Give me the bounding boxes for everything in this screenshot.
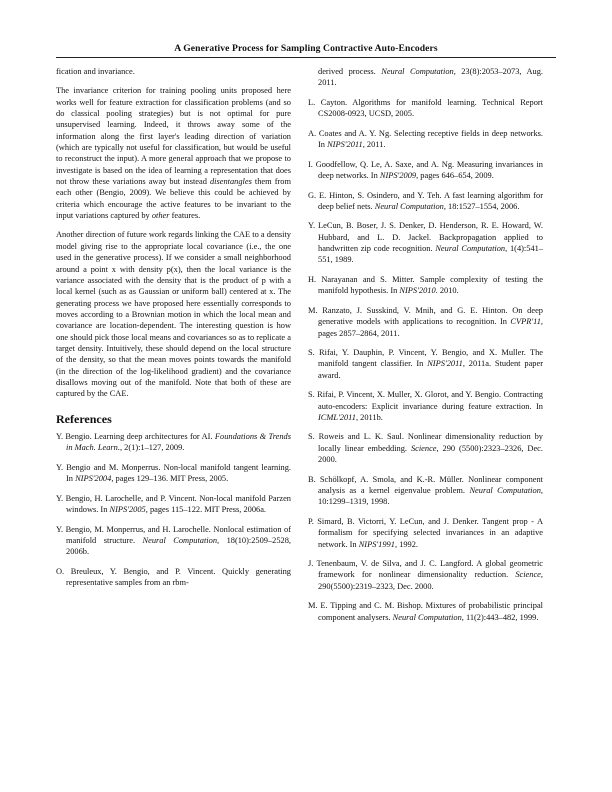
left-column [56, 66, 291, 597]
ref-text: P. Simard, B. Victorri, Y. LeCun, and J. Denker. Tangent prop - A formalism for specifying selected invariances in an adaptive network. In [308, 516, 543, 549]
ref-venue: Neural Computation [469, 486, 541, 496]
ref-venue: Neural Computation [435, 244, 506, 254]
ref-text: S. Roweis and L. K. Saul. Nonlinear dimensionality reduction by locally linear embedding. [308, 432, 543, 453]
reference-item [308, 128, 543, 151]
ref-details: , 290 (5500):2323–2326, Dec. 2000. [318, 443, 543, 465]
ref-venue: Science [515, 570, 541, 580]
reference-item [308, 516, 543, 550]
ref-venue: Neural Computation [142, 535, 218, 545]
reference-item [308, 274, 543, 297]
ref-text: L. Cayton. Algorithms for manifold learning. Technical Report CS2008-0923, UCSD, 2005. [308, 97, 543, 119]
ref-details: , 2011. [362, 140, 386, 150]
ref-venue: NIPS'1991 [358, 539, 395, 549]
ref-details: , 1(4):541–551, 1989. [318, 244, 544, 265]
ref-text: I. Goodfellow, Q. Le, A. Saxe, and A. Ng. Measuring invariances in deep networks. In [308, 159, 543, 180]
ref-details: , 11(2):443–482, 1999. [461, 612, 539, 622]
reference-item [308, 347, 543, 381]
reference-item [56, 431, 291, 454]
reference-item [308, 220, 543, 265]
reference-item [56, 462, 291, 485]
ref-venue: NIPS'2011 [427, 359, 463, 369]
text-segment: features. [169, 211, 201, 221]
reference-item [308, 600, 543, 623]
ref-text: A. Coates and A. Y. Ng. Selecting receptive fields in deep networks. In [308, 128, 543, 150]
reference-item [308, 431, 543, 465]
reference-item [56, 566, 291, 589]
ref-venue: NIPS'2011 [327, 140, 363, 150]
ref-text: Y. Bengio, H. Larochelle, and P. Vincent. Non-local manifold Parzen windows. In [56, 493, 291, 515]
ref-details: , 2(1):1–127, 2009. [119, 443, 185, 453]
reference-continuation [308, 66, 543, 89]
ref-text: S. Rifai, P. Vincent, X. Muller, X. Glorot, and Y. Bengio. Contracting auto-encoders: Explicit invariance during feature extraction. In [308, 390, 543, 411]
ref-details: . 2010. [435, 286, 459, 296]
ref-details: , 23(8):2053–2073, Aug. 2011. [318, 67, 543, 88]
ref-text: O. Breuleux, Y. Bengio, and P. Vincent. Quickly generating representative samples from an rbm- [56, 566, 291, 588]
ref-text: M. Ranzato, J. Susskind, V. Mnih, and G. E. Hinton. On deep generative models with applications to recognition. In [308, 305, 543, 327]
ref-text: B. Schölkopf, A. Smola, and K.-R. Müller. Nonlinear component analysis as a kernel eigenvalue problem. [308, 474, 543, 496]
reference-item [308, 474, 543, 508]
text-segment: The invariance criterion for training pooling units proposed here works well for feature extraction for classification problems (and so do classical pooling strategies) but is not optimal for pure unsupervised learning. Indeed, it throws away some of the information along the first layer's leading direction of variation (which are typically not useful for classification, but would be useful to reconstruct the input). A more general approach that we propose to investigate is based on the idea of learning a representation that does not throw these variations away but instead [56, 86, 291, 187]
ref-details: , 2011b. [355, 412, 383, 422]
reference-item [308, 97, 543, 120]
header-rule [56, 57, 556, 58]
ref-details: , pages 646–654, 2009. [416, 170, 494, 180]
ref-venue: CVPR'11 [510, 317, 541, 327]
reference-item [308, 305, 543, 339]
reference-item [308, 159, 543, 182]
ref-details: , 10:1299–1319, 1998. [318, 486, 543, 507]
ref-venue: NIPS'2005 [109, 505, 146, 515]
ref-venue: Neural Computation [374, 201, 444, 211]
ref-text: M. E. Tipping and C. M. Bishop. Mixtures of probabilistic principal component analysers. [308, 601, 543, 622]
running-header: A Generative Process for Sampling Contractive Auto-Encoders [174, 43, 438, 54]
reference-item [308, 558, 543, 592]
ref-details: , 290(5500):2319–2323, Dec. 2000. [318, 570, 543, 591]
reference-item [308, 190, 543, 213]
ref-details: , 18(10):2509–2528, 2006b. [66, 535, 291, 557]
ref-venue: Neural Computation [381, 67, 454, 76]
reference-item [56, 493, 291, 516]
paragraph-invariance [56, 85, 291, 221]
ref-venue: NIPS'2010 [399, 286, 436, 296]
paragraph-continuation: fication and invariance. [56, 67, 135, 76]
right-column [308, 66, 543, 631]
ref-venue: Neural Computation [392, 612, 462, 622]
ref-text: derived process. [318, 67, 382, 76]
ref-text: Y. LeCun, B. Boser, J. S. Denker, D. Henderson, R. E. Howard, W. Hubbard, and L. D. Jackel. Backpropagation applied to handwritten zip code recognition. [308, 221, 543, 254]
ref-text: Y. Bengio. Learning deep architectures for AI. [56, 431, 215, 441]
ref-venue: Foundations & Trends in Mach. Learn. [66, 431, 291, 453]
ref-details: , pages 115–122. MIT Press, 2006a. [145, 505, 267, 515]
emphasis-disentangles: disentangles [209, 177, 252, 187]
ref-details: , pages 2857–2864, 2011. [318, 317, 543, 338]
ref-details: , 2011a. Student paper award. [318, 359, 543, 380]
ref-text: Y. Bengio, M. Monperrus, and H. Larochelle. Nonlocal estimation of manifold structure. [56, 524, 291, 545]
ref-text: S. Rifai, Y. Dauphin, P. Vincent, Y. Bengio, and X. Muller. The manifold tangent classifier. In [308, 348, 543, 369]
paragraph-future-work: Another direction of future work regards linking the CAE to a density model giving rise to the appropriate local covariance (i.e., the one used in the generative process). If we consider a small neighborhood around a point x with density p(x), then the local variance is the variance associated with the density that is the product of p with a local kernel (such as as Gaussian or uniform ball) centered at x. The generating process we have proposed here essentially corresponds to moves according to a Brownian motion in which the local mean and covariance are location-dependent. The interesting question is how one should pick those local means and covariances so as to replicate a target density. Intuitively, these should depend on the local structure of the density, so that the mean moves points towards the manifold (in the direction of the log-likelihood gradient) and the covariance disallows moving out of the manifold. Note that both of these are captured by the CAE. [56, 230, 291, 399]
ref-details: , 1992. [394, 539, 418, 549]
references-heading: References [56, 411, 112, 426]
ref-text: G. E. Hinton, S. Osindero, and Y. Teh. A fast learning algorithm for deep belief nets. [308, 190, 543, 211]
ref-text: J. Tenenbaum, V. de Silva, and J. C. Langford. A global geometric framework for nonlinear dimensionality reduction. [308, 559, 543, 580]
ref-venue: ICML'2011 [318, 412, 356, 422]
reference-item [308, 389, 543, 423]
ref-text: H. Narayanan and S. Mitter. Sample complexity of testing the manifold hypothesis. In [308, 274, 543, 296]
ref-details: , pages 129–136. MIT Press, 2005. [111, 474, 229, 484]
emphasis-other: other [151, 211, 170, 221]
ref-details: , 18:1527–1554, 2006. [443, 201, 520, 211]
ref-text: Y. Bengio and M. Monperrus. Non-local manifold tangent learning. In [56, 462, 291, 484]
ref-venue: Science [410, 443, 437, 453]
reference-item [56, 524, 291, 558]
ref-venue: NIPS'2004 [75, 474, 112, 484]
ref-venue: NIPS'2009 [379, 170, 417, 180]
text-segment: them from each other (Bengio, 2009). We believe this could be achieved by criteria which encourage the active features to be invariant to the input variations captured by [56, 177, 291, 221]
